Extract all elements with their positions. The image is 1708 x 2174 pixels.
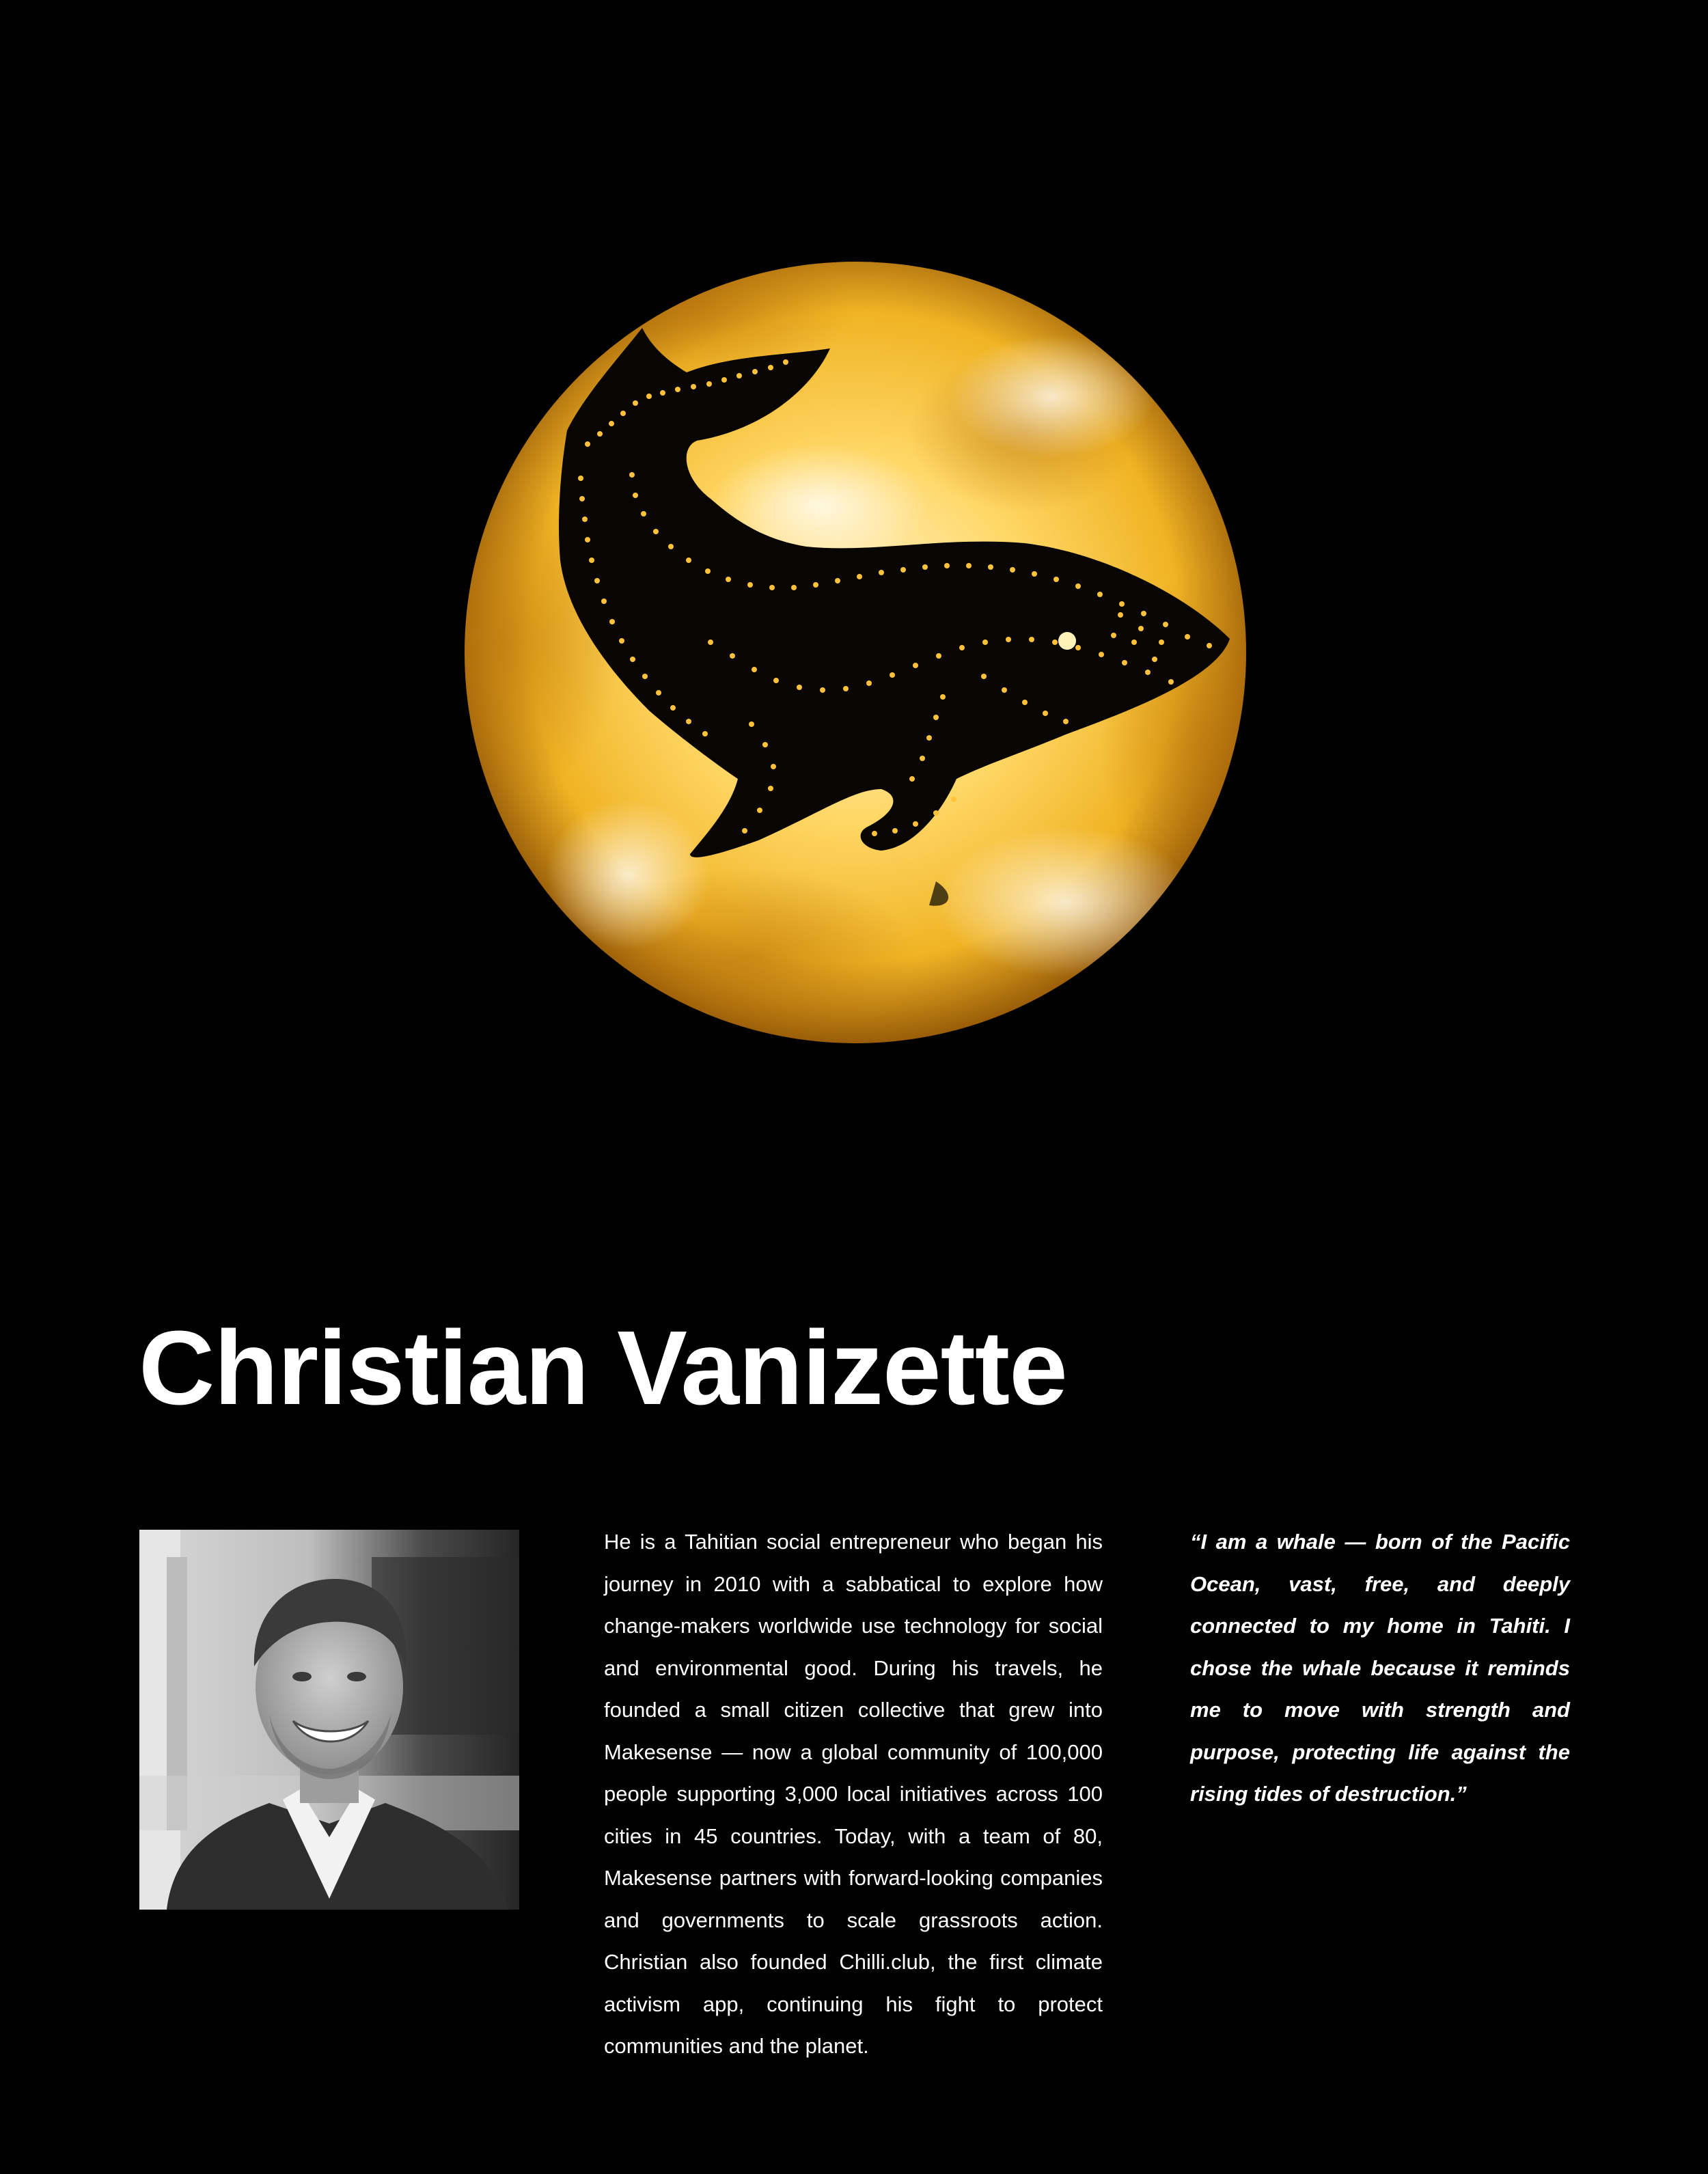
bio-text: He is a Tahitian social entrepreneur who began his journey in 2010 with a sabbatical to explore how change-makers worldwide use technology for social and environmental good. During his travels, he founded a small citizen collective that grew into Makesense — now a global community of 100,000 people supporting 3,000 local initiatives across 100 cities in 45 countries. Today, with a team of 80, Makesense partners with forward-looking companies and governments to scale grassroots action. Christian also founded Chilli.club, the first climate activism app, continuing his fight to protect communities and the planet. [604,1530,1103,2058]
quote-text: “I am a whale — born of the Pacific Ocean, vast, free, and deeply connected to my home in Tahiti. I chose the whale because it reminds me to move with strength and purpose, protecting life against the rising tides of destruction.” [1190,1530,1570,1806]
portrait-photo [139,1530,519,1910]
glowing-whale-lantern-icon [465,260,1246,1045]
whale-eye [1058,632,1076,650]
portrait-photo-icon [139,1530,519,1910]
profile-name: Christian Vanizette [139,1309,1067,1427]
whale-lantern-image [465,260,1246,1045]
